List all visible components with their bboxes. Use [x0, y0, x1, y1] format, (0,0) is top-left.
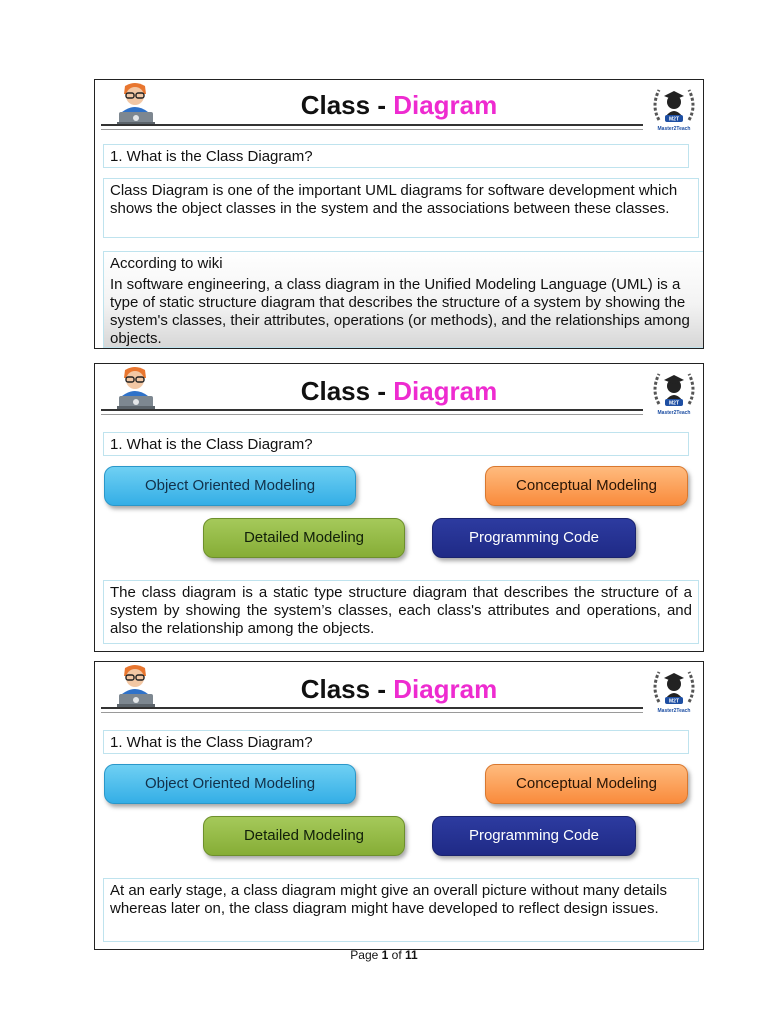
logo-text: Master2Teach: [657, 126, 691, 132]
question-box: 1. What is the Class Diagram?: [103, 432, 689, 456]
logo-badge: M2T: [669, 116, 679, 123]
slide-title: [95, 376, 703, 407]
title-underline: [101, 409, 643, 411]
pill-detailed-modeling: Detailed Modeling: [203, 816, 405, 856]
master2teach-logo-icon: [649, 366, 699, 418]
pill-object-oriented-modeling: Object Oriented Modeling: [104, 764, 356, 804]
footer-total-pages: 11: [405, 948, 418, 962]
title-underline: [101, 124, 643, 126]
page-footer: [0, 948, 768, 962]
definition-box: Class Diagram is one of the important UML diagrams for software development which shows the object classes in the system and the associations between these classes.: [103, 178, 699, 238]
question-box: 1. What is the Class Diagram?: [103, 144, 689, 168]
logo-text: Master2Teach: [657, 708, 691, 714]
title-diagram: Diagram: [393, 674, 498, 704]
description-box: The class diagram is a static type structure diagram that describes the structure of a system by showing the system’s classes, each class's attributes and operations, and also the relationship among the objects.: [103, 580, 699, 644]
title-underline: [101, 707, 643, 709]
master2teach-logo-icon: [649, 82, 699, 134]
slide-title: [95, 90, 703, 121]
title-underline-thin: [101, 414, 643, 415]
logo-text: Master2Teach: [657, 410, 691, 416]
wiki-heading: According to wiki: [110, 255, 223, 272]
pill-detailed-modeling: Detailed Modeling: [203, 518, 405, 558]
footer-of: of: [391, 948, 402, 962]
title-underline-thin: [101, 712, 643, 713]
title-class: Class -: [300, 674, 386, 704]
description-box: At an early stage, a class diagram might give an overall picture without many details whereas later on, the class diagram might have developed to reflect design issues.: [103, 878, 699, 942]
wiki-box: [103, 251, 703, 348]
title-diagram: Diagram: [393, 90, 498, 120]
logo-badge: M2T: [669, 400, 679, 407]
title-class: Class -: [300, 90, 386, 120]
pill-conceptual-modeling: Conceptual Modeling: [485, 466, 688, 506]
title-diagram: Diagram: [393, 376, 498, 406]
pill-object-oriented-modeling: Object Oriented Modeling: [104, 466, 356, 506]
slide-1: [94, 79, 704, 349]
logo-badge: M2T: [669, 698, 679, 705]
title-class: Class -: [300, 376, 386, 406]
footer-prefix: Page: [350, 948, 379, 962]
pill-conceptual-modeling: Conceptual Modeling: [485, 764, 688, 804]
footer-current-page: 1: [381, 948, 389, 962]
master2teach-logo-icon: [649, 664, 699, 716]
slide-2: [94, 363, 704, 652]
slide-title: [95, 674, 703, 705]
question-box: 1. What is the Class Diagram?: [103, 730, 689, 754]
wiki-text: In software engineering, a class diagram in the Unified Modeling Language (UML) is a type of static structure diagram that describes the structure of a system by showing the system's classes, their attributes, operations (or methods), and the relationships among objects.: [110, 276, 690, 347]
slide-3: [94, 661, 704, 950]
pill-programming-code: Programming Code: [432, 816, 636, 856]
pill-programming-code: Programming Code: [432, 518, 636, 558]
title-underline-thin: [101, 129, 643, 130]
